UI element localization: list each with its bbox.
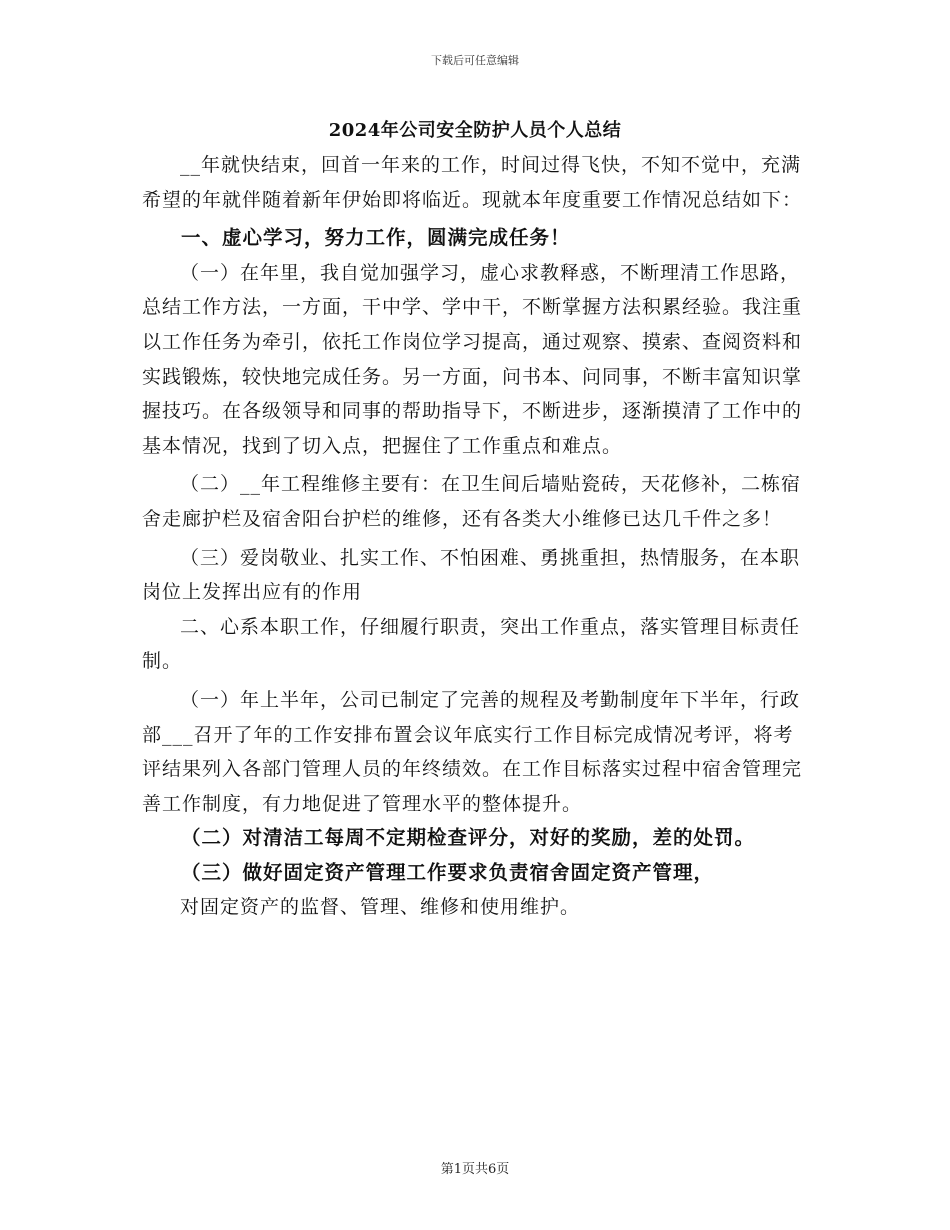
paragraph-1-3: （三）爱岗敬业、扎实工作、不怕困难、勇挑重担，热情服务，在本职岗位上发挥出应有的作用: [142, 546, 801, 604]
paragraph-1-1: （一）在年里，我自觉加强学习，虚心求教释惑，不断理清工作思路，总结工作方法，一方面，干中学、学中干，不断掌握方法积累经验。我注重以工作任务为牵引，依托工作岗位学习提高，通过观察、摸索、查阅资料和实践锻炼，较快地完成任务。另一方面，问书本、问同事，不断丰富知识掌握技巧。在各级领导和同事的帮助指导下，不断进步，逐渐摸清了工作中的基本情况，找到了切入点，把握住了工作重点和难点。: [142, 261, 803, 457]
document-title: 2024年公司安全防护人员个人总结: [328, 120, 622, 141]
intro-paragraph: __年就快结束，回首一年来的工作，时间过得飞快，不知不觉中，充满希望的年就伴随着新年伊始即将临近。现就本年度重要工作情况总结如下：: [142, 154, 803, 211]
paragraph-1-2: （二）__年工程维修主要有：在卫生间后墙贴瓷砖，天花修补，二栋宿舍走廊护栏及宿舍阳台护栏的维修，还有各类大小维修已达几千件之多！: [142, 473, 802, 530]
section-heading-2: 二、心系本职工作，仔细履行职责，突出工作重点，落实管理目标责任制。: [142, 615, 801, 673]
page-footer: 第1页共6页: [440, 1162, 510, 1177]
page-header: 下载后可任意编辑: [431, 54, 519, 67]
section-heading-1: 一、虚心学习，努力工作，圆满完成任务！: [181, 226, 571, 250]
paragraph-2-3-continued: 对固定资产的监督、管理、维修和使用维护。: [180, 896, 581, 919]
paragraph-2-2: （二）对清洁工每周不定期检查评分，对好的奖励，差的处罚。: [181, 826, 756, 850]
document-body: [142, 148, 810, 925]
paragraph-2-1: （一）年上半年，公司已制定了完善的规程及考勤制度年下半年，行政部___召开了年的工作安排布置会议年底实行工作目标完成情况考评，将考评结果列入各部门管理人员的年终绩效。在工作目标落实过程中宿舍管理完善工作制度，有力地促进了管理水平的整体提升。: [142, 688, 803, 815]
paragraph-2-3: （三）做好固定资产管理工作要求负责宿舍固定资产管理，: [181, 860, 715, 884]
